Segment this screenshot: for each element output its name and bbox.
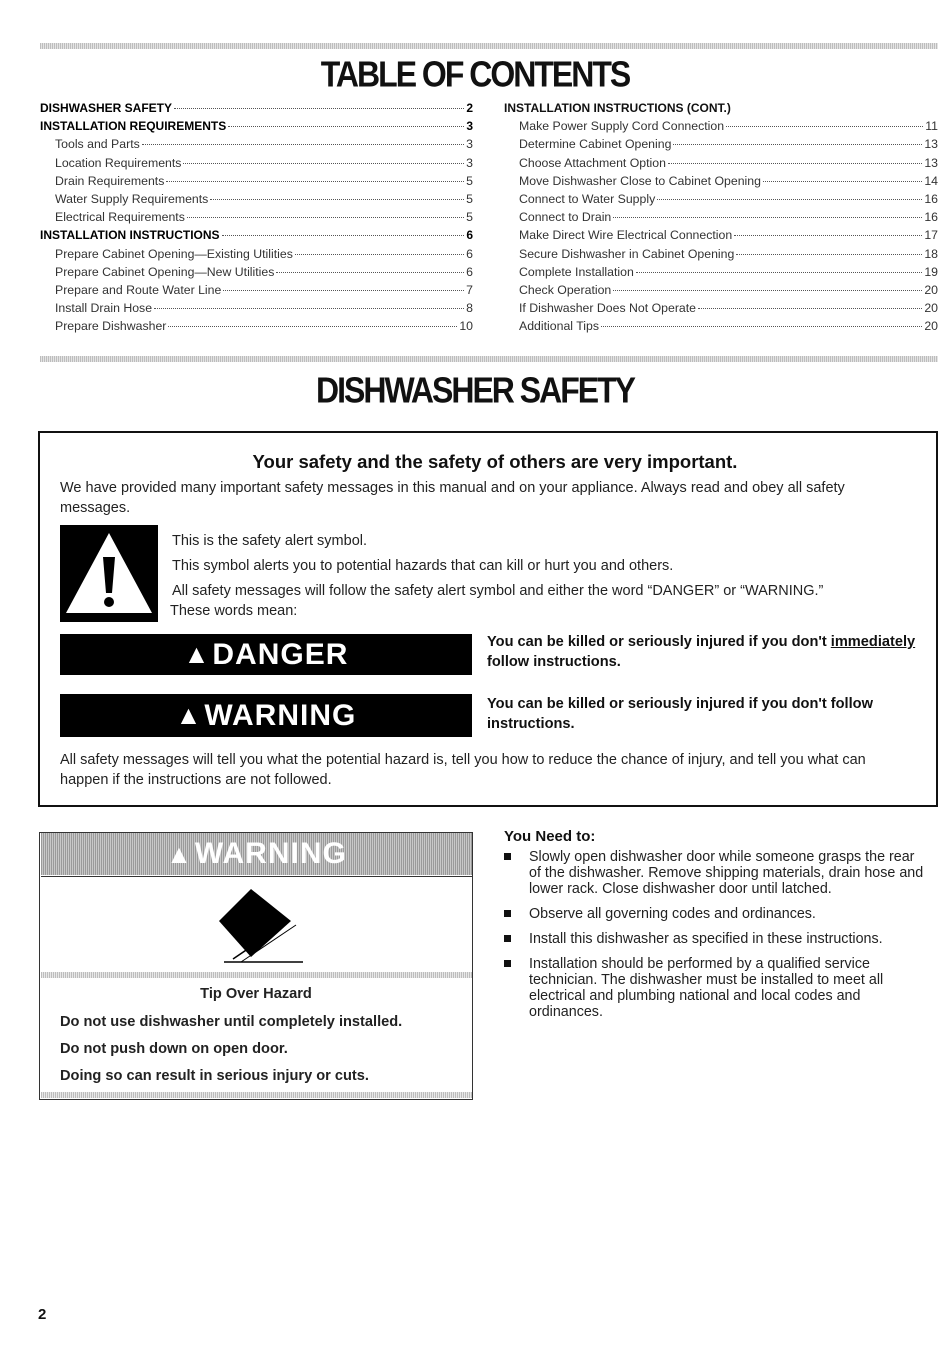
tip-over-illustration <box>41 876 472 973</box>
toc-entry-label: Drain Requirements <box>55 173 165 188</box>
toc-leader-dots <box>668 163 922 164</box>
toc-leader-dots <box>223 290 464 291</box>
section-title: DISHWASHER SAFETY <box>315 369 635 411</box>
toc-entry-page: 20 <box>924 301 938 316</box>
you-need-item-text <box>529 849 939 897</box>
toc-entry <box>504 156 938 174</box>
toc-entry-label: If Dishwasher Does Not Operate <box>519 301 697 316</box>
toc-leader-dots <box>726 126 923 127</box>
you-need-heading: You Need to: <box>504 828 596 845</box>
you-need-item-text <box>529 931 939 947</box>
toc-leader-dots <box>183 163 464 164</box>
toc-entry <box>40 156 473 174</box>
toc-entry-label: INSTALLATION INSTRUCTIONS <box>40 228 220 243</box>
you-need-item-line: Observe all governing codes and ordinances. <box>529 906 816 922</box>
toc-entry-label: Connect to Drain <box>519 210 612 225</box>
symbol-line-4: These words mean: <box>170 603 298 619</box>
alert-triangle-icon: ▲ <box>166 838 193 869</box>
danger-text-underline: immediately <box>830 634 916 650</box>
tip-warning-shade-top <box>41 972 472 978</box>
you-need-item-line: Installation should be performed by a qualified service <box>529 956 870 972</box>
toc-entry-label: Prepare and Route Water Line <box>55 282 222 297</box>
toc-entry <box>40 319 473 337</box>
toc-entry-label: Move Dishwasher Close to Cabinet Opening <box>519 173 761 188</box>
toc-entry-label: Make Power Supply Cord Connection <box>519 119 725 134</box>
toc-entry-page: 17 <box>924 228 938 243</box>
toc-entry <box>40 192 473 210</box>
toc-entry-label: Connect to Water Supply <box>519 191 656 206</box>
toc-entry-label: Additional Tips <box>519 319 599 334</box>
toc-entry <box>504 119 938 137</box>
toc-leader-dots <box>657 199 922 200</box>
closing-line-2: happen if the instructions are not followed. <box>60 772 332 788</box>
tip-warning-line-1: Do not use dishwasher until completely installed. <box>60 1014 403 1030</box>
safety-alert-icon <box>60 525 158 622</box>
toc-entry-label: DISHWASHER SAFETY <box>40 101 173 115</box>
tip-warning-line-2: Do not push down on open door. <box>60 1041 288 1057</box>
toc-entry-page: 14 <box>924 173 938 188</box>
intro-line-2: messages. <box>60 500 131 516</box>
danger-label: DANGER <box>212 637 349 671</box>
toc-entry <box>40 301 473 319</box>
toc-title: TABLE OF CONTENTS <box>320 53 630 95</box>
danger-banner <box>60 634 472 675</box>
toc-entry-label: Secure Dishwasher in Cabinet Opening <box>519 246 735 261</box>
toc-entry <box>504 283 938 301</box>
toc-entry <box>504 192 938 210</box>
toc-entry <box>504 265 938 283</box>
you-need-item-line: technician. The dishwasher must be installed to meet all <box>529 972 884 988</box>
middle-rule <box>40 356 938 362</box>
toc-leader-dots <box>276 272 464 273</box>
bullet-square-icon <box>504 910 511 917</box>
toc-leader-dots <box>295 254 464 255</box>
intro-line-1: We have provided many important safety messages in this manual and on your appliance. Always read and obey all safety <box>60 480 845 496</box>
toc-entry-label: Prepare Cabinet Opening—Existing Utilities <box>55 246 293 261</box>
safety-important-heading: Your safety and the safety of others are very important. <box>252 451 738 472</box>
warning-text-b: instructions. <box>487 716 575 732</box>
toc-entry-page: 3 <box>466 137 473 152</box>
toc-entry <box>504 174 938 192</box>
toc-entry-label: Prepare Cabinet Opening—New Utilities <box>55 264 275 279</box>
toc-entry-page: 3 <box>466 155 473 170</box>
toc-entry-page: 2 <box>466 101 473 115</box>
symbol-line-3: All safety messages will follow the safety alert symbol and either the word “DANGER” or “WARNING.” <box>172 583 824 599</box>
you-need-item-line: lower rack. Close dishwasher door until latched. <box>529 881 832 897</box>
toc-entry <box>504 301 938 319</box>
danger-text-b: follow instructions. <box>487 654 621 670</box>
toc-entry-page: 20 <box>924 319 938 334</box>
toc-entry <box>504 319 938 337</box>
toc-entry <box>40 119 473 137</box>
toc-entry-page: 5 <box>466 210 473 225</box>
toc-entry <box>40 174 473 192</box>
toc-leader-dots <box>142 144 464 145</box>
toc-entry-label: Electrical Requirements <box>55 210 185 225</box>
toc-entry-label: Complete Installation <box>519 264 634 279</box>
toc-right-heading: INSTALLATION INSTRUCTIONS (CONT.) <box>504 101 731 115</box>
toc-entry-page: 10 <box>459 319 473 334</box>
toc-entry-page: 5 <box>466 173 473 188</box>
toc-entry-page: 11 <box>925 119 938 134</box>
toc-entry-label: Water Supply Requirements <box>55 191 209 206</box>
symbol-line-1: This is the safety alert symbol. <box>172 533 368 549</box>
warning-label: WARNING <box>204 698 357 732</box>
alert-triangle-icon: ▲ <box>183 639 211 669</box>
toc-leader-dots <box>636 272 922 273</box>
top-rule <box>40 43 938 49</box>
toc-leader-dots <box>763 181 922 182</box>
toc-entry-page: 8 <box>466 301 473 316</box>
toc-entry-page: 13 <box>924 155 938 170</box>
you-need-item-line: Slowly open dishwasher door while someone grasps the rear <box>529 849 915 865</box>
toc-entry <box>40 228 473 246</box>
warning-banner <box>60 694 472 737</box>
danger-description <box>487 632 927 672</box>
toc-left-column <box>40 101 473 337</box>
bullet-square-icon <box>504 853 511 860</box>
toc-leader-dots <box>222 235 465 236</box>
toc-entry <box>40 210 473 228</box>
toc-leader-dots <box>187 217 464 218</box>
toc-entry-page: 16 <box>924 210 938 225</box>
toc-entry-page: 13 <box>924 137 938 152</box>
toc-entry-page: 3 <box>466 119 473 134</box>
toc-entry <box>504 247 938 265</box>
bullet-square-icon <box>504 960 511 967</box>
you-need-item-text <box>529 956 939 1020</box>
toc-leader-dots <box>228 126 464 127</box>
toc-entry-label: Make Direct Wire Electrical Connection <box>519 228 733 243</box>
toc-entry-label: Determine Cabinet Opening <box>519 137 672 152</box>
toc-leader-dots <box>154 308 464 309</box>
toc-entry-label: Choose Attachment Option <box>519 155 666 170</box>
tip-warning-shade-bottom <box>41 1092 472 1098</box>
you-need-item-line: electrical and plumbing national and local codes and <box>529 988 861 1004</box>
danger-text-a: You can be killed or seriously injured if you don't <box>487 634 831 650</box>
toc-leader-dots <box>166 181 464 182</box>
toc-entry-page: 19 <box>924 264 938 279</box>
warning-text-a: You can be killed or seriously injured if you don't follow <box>487 696 873 712</box>
toc-entry-page: 6 <box>466 246 473 261</box>
tip-warning-label: WARNING <box>194 837 347 870</box>
symbol-line-2: This symbol alerts you to potential hazards that can kill or hurt you and others. <box>172 558 674 574</box>
toc-entry <box>40 247 473 265</box>
toc-leader-dots <box>210 199 464 200</box>
toc-right-column <box>504 101 938 337</box>
toc-entry-page: 6 <box>466 228 473 243</box>
toc-entry <box>40 283 473 301</box>
you-need-item-line: of the dishwasher. Remove shipping materials, drain hose and <box>529 865 924 881</box>
toc-leader-dots <box>736 254 922 255</box>
toc-leader-dots <box>601 326 922 327</box>
toc-leader-dots <box>613 290 922 291</box>
you-need-item-line: ordinances. <box>529 1004 603 1020</box>
toc-leader-dots <box>673 144 922 145</box>
toc-entry-page: 7 <box>466 282 473 297</box>
alert-triangle-icon: ▲ <box>175 700 203 730</box>
toc-entry-page: 18 <box>924 246 938 261</box>
tip-warning-line-3: Doing so can result in serious injury or cuts. <box>60 1068 369 1084</box>
toc-leader-dots <box>174 108 464 109</box>
you-need-item-line: Install this dishwasher as specified in these instructions. <box>529 931 883 947</box>
tip-warning-banner <box>41 833 472 875</box>
toc-leader-dots <box>613 217 922 218</box>
toc-entry <box>40 137 473 155</box>
toc-entry-label: Tools and Parts <box>55 137 140 152</box>
toc-entry <box>504 228 938 246</box>
toc-entry-page: 20 <box>924 282 938 297</box>
toc-entry-label: Check Operation <box>519 282 612 297</box>
toc-entry-page: 6 <box>466 264 473 279</box>
toc-entry <box>40 101 473 119</box>
toc-leader-dots <box>168 326 457 327</box>
tip-hazard-title: Tip Over Hazard <box>200 986 312 1002</box>
toc-entry-label: Location Requirements <box>55 155 182 170</box>
toc-entry-label: Install Drain Hose <box>55 301 153 316</box>
closing-line-1: All safety messages will tell you what the potential hazard is, tell you how to reduce the chance of injury, and tell you what can <box>60 752 866 768</box>
toc-entry-page: 16 <box>924 191 938 206</box>
toc-entry <box>40 265 473 283</box>
toc-entry <box>504 137 938 155</box>
toc-entry <box>504 210 938 228</box>
page-number: 2 <box>38 1306 47 1323</box>
you-need-item-text <box>529 906 939 922</box>
toc-leader-dots <box>698 308 922 309</box>
toc-leader-dots <box>734 235 922 236</box>
toc-entry-page: 5 <box>466 191 473 206</box>
bullet-square-icon <box>504 935 511 942</box>
toc-entry-label: INSTALLATION REQUIREMENTS <box>40 119 227 134</box>
toc-entry-label: Prepare Dishwasher <box>55 319 167 334</box>
warning-description <box>487 694 927 734</box>
